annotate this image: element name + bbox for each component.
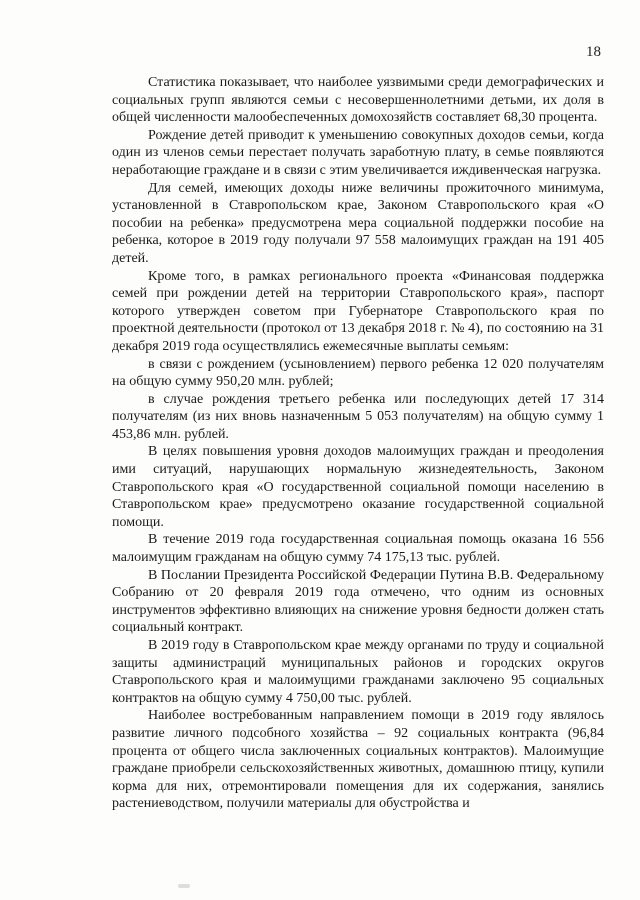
paragraph-state-aid-2019: В течение 2019 года государственная социальная помощь оказана 16 556 малоимущим гражданам на общую сумму 74 175,13 тыс. рублей. bbox=[112, 532, 604, 566]
paragraph-social-contracts: В 2019 году в Ставропольском крае между органами по труду и социальной защиты администраций муниципальных районов и городских округов Ставропольского края и малоимущими гражданами заключено 95 социальных контрактов на общую сумму 4 750,00 тыс. рублей. bbox=[112, 638, 604, 706]
paragraph-state-aid-law: В целях повышения уровня доходов малоимущих граждан и преодоления ими ситуаций, нарушающих нормальную жизнедеятельность, Законом Ставропольского края «О государственной социальной помощи населению в Ставропольском крае» предусмотрено оказание государственной социальной помощи. bbox=[112, 444, 604, 530]
paragraph-presidential-address: В Послании Президента Российской Федерации Путина В.В. Федеральному Собранию от 20 февраля 2019 года отмечено, что одним из основных инструментов эффективно влияющих на снижение уровня бедности должен стать социальный контракт. bbox=[112, 567, 604, 636]
document-body bbox=[112, 74, 604, 813]
paragraph-child-benefit: Для семей, имеющих доходы ниже величины прожиточного минимума, установленной в Ставропольском крае, Законом Ставропольского края «О пособии на ребенка» предусмотрена мера социальной поддержки пособие на ребенка, которое в 2019 году получали 97 558 малоимущих граждан на 191 405 детей. bbox=[112, 180, 604, 266]
paragraph-regional-project: Кроме того, в рамках регионального проекта «Финансовая поддержка семей при рождении детей на территории Ставропольского края», паспорт которого утвержден советом при Губернаторе Ставропольского края по проектной деятельности (протокол от 13 декабря 2018 г. № 4), по состоянию на 31 декабря 2019 года осуществлялись ежемесячные выплаты семьям: bbox=[112, 268, 604, 354]
paragraph-subsidiary-farming: Наиболее востребованным направлением помощи в 2019 году являлось развитие личного подсобного хозяйства – 92 социальных контракта (96,84 процента от общего числа заключенных социальных контрактов). Малоимущие граждане приобрели сельскохозяйственных животных, домашнюю птицу, купили корма для них, отремонтировали помещения для их содержания, занялись растениеводством, получили материалы для обустройства и bbox=[112, 708, 604, 812]
paragraph-statistics: Статистика показывает, что наиболее уязвимыми среди демографических и социальных групп являются семьи с несовершеннолетними детьми, их доля в общей численности малообеспеченных домохозяйств составляет 68,30 процента. bbox=[112, 75, 604, 126]
page-number: 18 bbox=[586, 44, 601, 60]
paragraph-first-child: в связи с рождением (усыновлением) первого ребенка 12 020 получателям на общую сумму 950,20 млн. рублей; bbox=[112, 356, 604, 390]
paragraph-birth-income: Рождение детей приводит к уменьшению совокупных доходов семьи, когда один из членов семьи перестает получать заработную плату, в семье появляются неработающие граждане и в связи с этим увеличивается иждивенческая нагрузка. bbox=[112, 127, 604, 178]
paragraph-third-child: в случае рождения третьего ребенка или последующих детей 17 314 получателям (из них вновь назначенным 5 053 получателям) на общую сумму 1 453,86 млн. рублей. bbox=[112, 391, 604, 442]
scan-artifact bbox=[178, 884, 190, 888]
